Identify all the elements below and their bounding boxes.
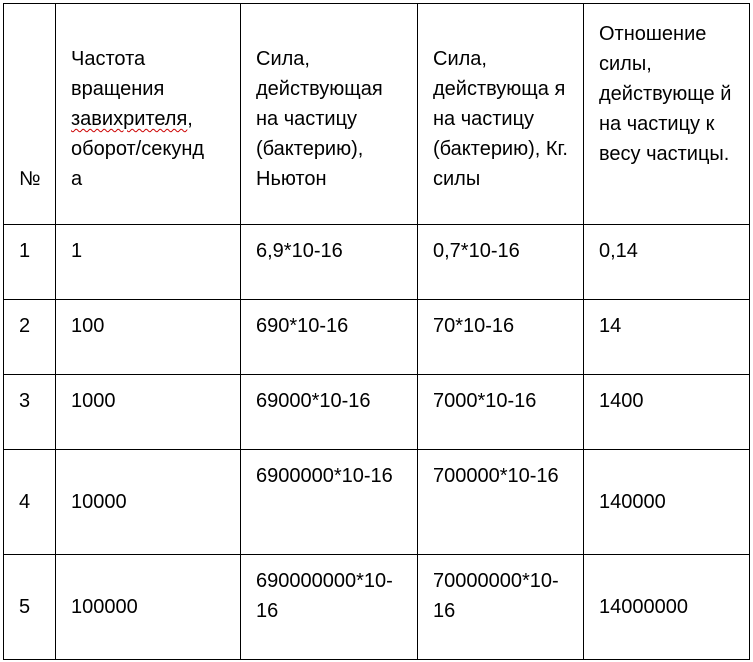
header-frequency-line5: а: [71, 168, 83, 190]
table-row: [4, 225, 750, 300]
row-frequency: 1000: [56, 375, 241, 450]
row-frequency: 1: [56, 225, 241, 300]
row-force-newton: 690*10-16: [241, 300, 418, 375]
row-force-kg: 70*10-16: [418, 300, 584, 375]
header-ratio: Отношение силы, действующе й на частицу к весу частицы.: [584, 4, 750, 225]
row-number: 3: [4, 375, 56, 450]
row-frequency: 100: [56, 300, 241, 375]
data-table: [3, 3, 750, 660]
header-force-newton: Сила, действующая на частицу (бактерию), Ньютон: [241, 4, 418, 225]
row-ratio: 14: [584, 300, 750, 375]
row-force-kg: 0,7*10-16: [418, 225, 584, 300]
row-number: 5: [4, 555, 56, 660]
header-frequency-line2: вращения: [71, 78, 165, 100]
row-ratio: 140000: [584, 450, 750, 555]
row-force-newton: 69000*10-16: [241, 375, 418, 450]
header-frequency-comma: ,: [187, 108, 193, 130]
table-row: [4, 555, 750, 660]
row-frequency: 10000: [56, 450, 241, 555]
row-number: 4: [4, 450, 56, 555]
row-force-newton: 6,9*10-16: [241, 225, 418, 300]
spellcheck-word[interactable]: завихрителя: [71, 108, 188, 130]
row-force-kg: 700000*10-16: [418, 450, 584, 555]
row-ratio: 1400: [584, 375, 750, 450]
header-number: №: [4, 4, 56, 225]
row-number: 1: [4, 225, 56, 300]
header-force-kg: Сила, действующа я на частицу (бактерию), Кг. силы: [418, 4, 584, 225]
table-row: [4, 450, 750, 555]
row-force-newton: 690000000*10-16: [241, 555, 418, 660]
row-ratio: 14000000: [584, 555, 750, 660]
row-force-kg: 70000000*10-16: [418, 555, 584, 660]
row-force-kg: 7000*10-16: [418, 375, 584, 450]
header-frequency-line4: оборот/секунд: [71, 138, 205, 160]
header-row: [4, 4, 750, 225]
row-ratio: 0,14: [584, 225, 750, 300]
row-frequency: 100000: [56, 555, 241, 660]
row-number: 2: [4, 300, 56, 375]
table-row: [4, 300, 750, 375]
header-frequency: [56, 4, 241, 225]
header-frequency-line1: Частота: [71, 48, 146, 70]
table-row: [4, 375, 750, 450]
row-force-newton: 6900000*10-16: [241, 450, 418, 555]
